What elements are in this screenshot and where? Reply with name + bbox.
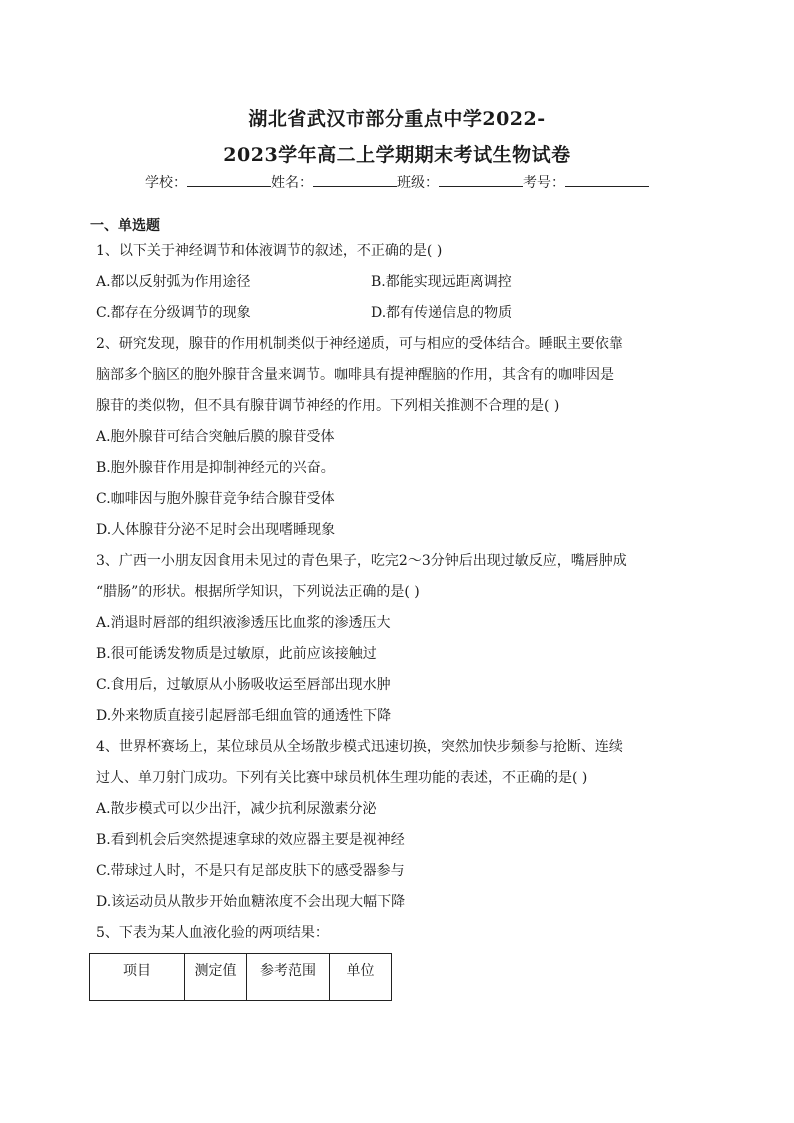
q1-option-b: B.都能实现远距离调控	[371, 274, 512, 290]
q4-option-d: D.该运动员从散步开始血糖浓度不会出现大幅下降	[96, 894, 406, 910]
table-header-cell-value: 测定值	[185, 954, 247, 1001]
exam-title-line2: 2023学年高二上学期期末考试生物试卷	[223, 144, 571, 166]
table-header-cell-unit: 单位	[330, 954, 392, 1001]
question-4-stem-line1: 4、世界杯赛场上，某位球员从全场散步模式迅速切换，突然加快步频参与抢断、连续	[96, 739, 623, 755]
table-header-cell-range: 参考范围	[247, 954, 330, 1001]
question-2-stem-line1: 2、研究发现，腺苷的作用机制类似于神经递质，可与相应的受体结合。睡眠主要依靠	[96, 336, 623, 352]
student-info-line	[0, 172, 794, 192]
q1-option-c: C.都存在分级调节的现象	[96, 305, 251, 321]
name-label: 姓名：	[271, 175, 313, 191]
table-header-cell-item: 项目	[90, 954, 185, 1001]
q4-option-a: A.散步模式可以少出汗，减少抗利尿激素分泌	[96, 801, 377, 817]
q4-option-b: B.看到机会后突然提速拿球的效应器主要是视神经	[96, 832, 405, 848]
q1-option-a: A.都以反射弧为作用途径	[96, 274, 251, 290]
q2-option-b: B.胞外腺苷作用是抑制神经元的兴奋。	[96, 460, 335, 476]
q2-option-a: A.胞外腺苷可结合突触后膜的腺苷受体	[96, 429, 335, 445]
exam-no-blank	[565, 173, 649, 187]
question-4-stem-line2: 过人、单刀射门成功。下列有关比赛中球员机体生理功能的表述，不正确的是( )	[96, 770, 588, 786]
q2-option-d: D.人体腺苷分泌不足时会出现嗜睡现象	[96, 522, 336, 538]
q3-option-d: D.外来物质直接引起唇部毛细血管的通透性下降	[96, 708, 392, 724]
q1-option-d: D.都有传递信息的物质	[371, 305, 513, 321]
question-2-stem-line3: 腺苷的类似物，但不具有腺苷调节神经的作用。下列相关推测不合理的是( )	[96, 398, 560, 414]
q2-option-c: C.咖啡因与胞外腺苷竞争结合腺苷受体	[96, 491, 335, 507]
class-label: 班级：	[397, 175, 439, 191]
q3-option-c: C.食用后，过敏原从小肠吸收运至唇部出现水肿	[96, 677, 391, 693]
blood-test-table	[89, 953, 392, 1001]
school-label: 学校：	[145, 175, 187, 191]
question-3-stem-line1: 3、广西一小朋友因食用未见过的青色果子，吃完2～3分钟后出现过敏反应，嘴唇肿成	[96, 553, 627, 569]
q4-option-c: C.带球过人时，不是只有足部皮肤下的感受器参与	[96, 863, 405, 879]
question-1-stem: 1、以下关于神经调节和体液调节的叙述，不正确的是( )	[96, 243, 443, 259]
section-heading: 一、单选题	[90, 218, 160, 234]
class-blank	[439, 173, 523, 187]
q3-option-b: B.很可能诱发物质是过敏原，此前应该接触过	[96, 646, 377, 662]
school-blank	[187, 173, 271, 187]
question-3-stem-line2: “腊肠”的形状。根据所学知识，下列说法正确的是( )	[96, 584, 420, 600]
question-2-stem-line2: 脑部多个脑区的胞外腺苷含量来调节。咖啡具有提神醒脑的作用，其含有的咖啡因是	[96, 367, 614, 383]
table-header-row	[90, 954, 392, 1001]
name-blank	[313, 173, 397, 187]
exam-no-label: 考号：	[523, 175, 565, 191]
question-5-stem: 5、下表为某人血液化验的两项结果：	[96, 925, 329, 941]
q3-option-a: A.消退时唇部的组织液渗透压比血浆的渗透压大	[96, 615, 391, 631]
exam-title-line1: 湖北省武汉市部分重点中学2022-	[248, 108, 546, 130]
